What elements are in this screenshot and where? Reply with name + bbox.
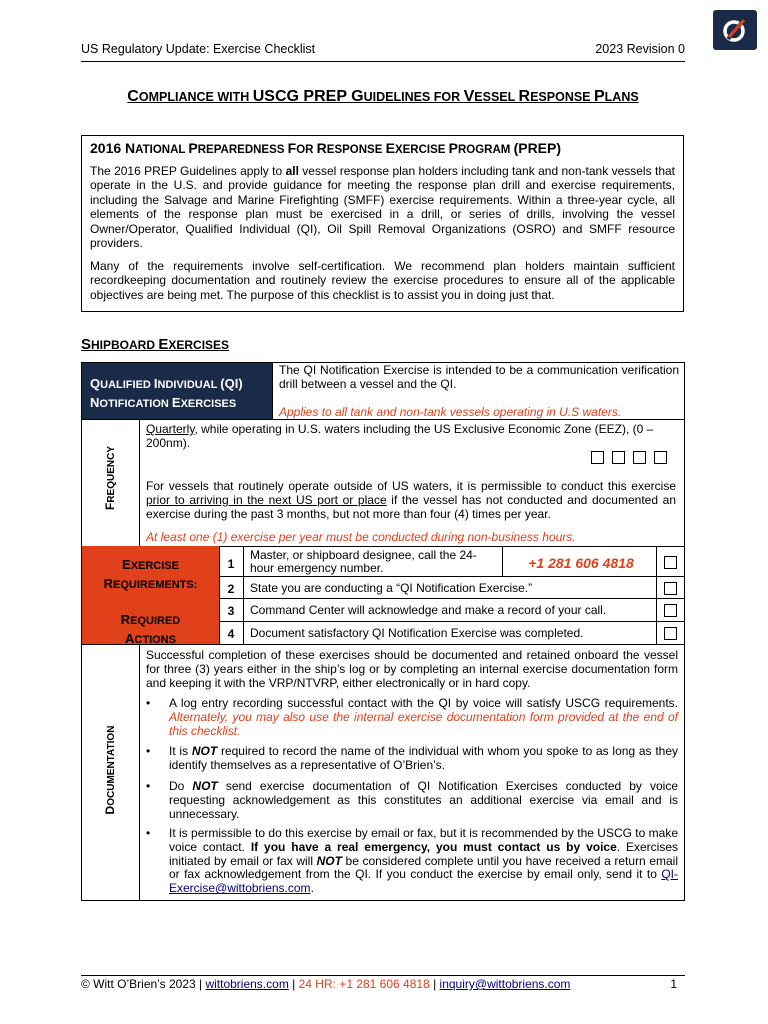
divider	[243, 546, 244, 644]
step-text: Document satisfactory QI Notification Exercise was completed.	[250, 626, 584, 640]
page-number: 1	[670, 977, 677, 991]
divider	[272, 363, 273, 419]
frequency-outside-us: For vessels that routinely operate outside of US waters, it is permissible to conduct this exercise prior to arriving in the next US port or place if the vessel has not conducted and documented an exercise during the past 3 months, but not more than four (4) times per year.	[146, 479, 676, 521]
checkbox-icon[interactable]	[664, 604, 677, 617]
prep-paragraph-1: The 2016 PREP Guidelines apply to all vessel response plan holders including tank and non-tank vessels that operate in the U.S. and provide guidance for meeting the response plan drill and exercise requirements, including the Salvage and Marine Firefighting (SMFF) exercise requirements. Within a three-year cycle, all elements of the response plan must be exercised in a drill, or series of drills, involving the vessel Owner/Operator, Qualified Individual (QI), Oil Spill Removal Organizations (OSRO) and SMFF resource providers.	[90, 163, 676, 250]
emergency-phone[interactable]: +1 281 606 4818	[528, 555, 634, 571]
divider	[82, 644, 684, 645]
qi-header-cell: QUALIFIED INDIVIDUAL (QI) NOTIFICATION EXERCISES	[82, 363, 272, 419]
prep-heading: 2016 NATIONAL PREPAREDNESS FOR RESPONSE EXERCISE PROGRAM (PREP)	[90, 140, 562, 156]
step-number: 4	[227, 627, 235, 641]
footer-website-link[interactable]: wittobriens.com	[205, 977, 289, 991]
checkbox-q4[interactable]	[654, 451, 667, 464]
bullet-icon: •	[146, 826, 151, 840]
qi-exercise-table: QUALIFIED INDIVIDUAL (QI) NOTIFICATION EXERCISES The QI Notification Exercise is intended to be a communication verification drill between a vessel and the QI. Applies to all tank and non-tank vessels operating in U.S waters. FREQUENCY Quarterly, while operating in U.S. waters including the US Exclusive Economic Zone (EEZ), (0 – 200nm). For vessels that routinely operate outside of US waters, it is permissible to conduct this exercise prior to arriving in the next US port or place if the vessel has not conducted and documented an exercise during the past 3 months, but not more than four (4) times per year. At least one (1) exercise per year must be conducted during non-business hours. EXERCISE REQUIREMENTS: REQUIRED ACTIONS 1 Master, or shipboard designee, call the 24-hour emergency number. +1 281 606 4818 2 State you are conducting a “QI Notification Exercise.” 3 Command Center will acknowledge and make a record of your call. 4 Document satisfactory QI Notification Exercise was completed. DOCUMENTATION Successful completion of these exercises should be documented and retained onboard the vessel for three (3) years either in the ship’s log or by completing an internal exercise documentation form and keeping it with the VRP/NTVRP, either electronically or in hard copy. • A log entry recording successful contact with the QI by voice will satisfy USCG requirements. Alternately, you may also use the internal exercise documentation form provided at the end of this checklist. • It is NOT required to record the name of the individual with whom you spoke to as long as they identify themselves as a representative of O’Brien’s. • Do NOT send exercise documentation of QI Notification Exercises conducted by voice requesting acknowledgement as this constitutes an additional exercise via email and is unnecessary. • It is permissible to do this exercise by email or fax, but it is recommended by the USCG to make voice contact. If you have a real emergency, you must contact us by voice. Exercises initiated by email or fax will NOT be considered complete until you have received a return email or fax acknowledgement from the QI. If you conduct the exercise by email only, send it to QI-Exercise@wittobriens.com.	[81, 362, 685, 901]
requirements-header-cell: EXERCISE REQUIREMENTS: REQUIRED ACTIONS	[82, 546, 219, 644]
qi-exercise-email-link[interactable]: QI-Exercise@wittobriens.com	[169, 867, 678, 896]
prep-paragraph-2: Many of the requirements involve self-certification. We recommend plan holders maintain sufficient recordkeeping documentation and routinely review the exercise procedures to ensure all of the applicable objectives are being met. The purpose of this checklist is to assist you in doing just that.	[90, 258, 675, 302]
divider	[82, 419, 684, 420]
bullet-icon: •	[146, 779, 151, 793]
obriens-logo-icon	[713, 10, 757, 50]
header-revision: 2023 Revision 0	[595, 42, 685, 56]
checkbox-q3[interactable]	[633, 451, 646, 464]
page-footer: © Witt O’Brien’s 2023 | wittobriens.com | 24 HR: +1 281 606 4818 | inquiry@wittobriens.com 1	[81, 977, 677, 991]
divider	[656, 546, 657, 644]
step-number: 2	[227, 582, 235, 596]
footer-email-link[interactable]: inquiry@wittobriens.com	[439, 977, 571, 991]
header-title: US Regulatory Update: Exercise Checklist	[81, 42, 316, 56]
step-text: Command Center will acknowledge and make a record of your call.	[250, 603, 607, 617]
footer-copyright: © Witt O’Brien’s 2023 |	[81, 977, 206, 991]
qi-description: The QI Notification Exercise is intended to be a communication verification drill between a vessel and the QI.	[279, 363, 679, 391]
footer-hotline: 24 HR: +1 281 606 4818	[298, 977, 430, 991]
checkbox-q1[interactable]	[591, 451, 604, 464]
prep-intro-box	[81, 135, 684, 312]
divider	[219, 598, 684, 599]
step-text: State you are conducting a “QI Notification Exercise.”	[250, 581, 533, 595]
company-logo	[713, 10, 757, 50]
divider	[219, 621, 684, 622]
frequency-quarterly: Quarterly, while operating in U.S. waters including the US Exclusive Economic Zone (EEZ), (0 – 200nm).	[146, 422, 654, 450]
checkbox-icon[interactable]	[664, 627, 677, 640]
checkbox-icon[interactable]	[664, 556, 677, 569]
frequency-label: FREQUENCY	[103, 445, 117, 511]
footer-divider	[81, 975, 685, 976]
divider	[502, 546, 503, 576]
documentation-intro: Successful completion of these exercises should be documented and retained onboard the vessel for three (3) years either in the ship’s log or by completing an internal exercise documentation form and keeping it with the VRP/NTVRP, either electronically or in hard copy.	[146, 648, 678, 690]
bullet-icon: •	[146, 744, 151, 758]
step-number: 3	[227, 604, 235, 618]
divider	[139, 419, 140, 546]
bullet-icon: •	[146, 696, 151, 710]
documentation-label: DOCUMENTATION	[103, 725, 117, 815]
quarterly-checkboxes	[591, 451, 675, 469]
checkbox-q2[interactable]	[612, 451, 625, 464]
page-title: COMPLIANCE WITH USCG PREP GUIDELINES FOR VESSEL RESPONSE PLANS	[127, 88, 639, 105]
checkbox-icon[interactable]	[664, 582, 677, 595]
step-text: Master, or shipboard designee, call the 24-hour emergency number.	[250, 548, 477, 575]
divider	[219, 576, 684, 577]
section-heading: SHIPBOARD EXERCISES	[81, 336, 230, 353]
qi-applies-note: Applies to all tank and non-tank vessels operating in U.S waters.	[279, 405, 622, 419]
header-divider	[81, 61, 685, 62]
frequency-business-hours-note: At least one (1) exercise per year must be conducted during non-business hours.	[146, 530, 576, 544]
divider	[139, 644, 140, 901]
step-number: 1	[227, 557, 235, 571]
